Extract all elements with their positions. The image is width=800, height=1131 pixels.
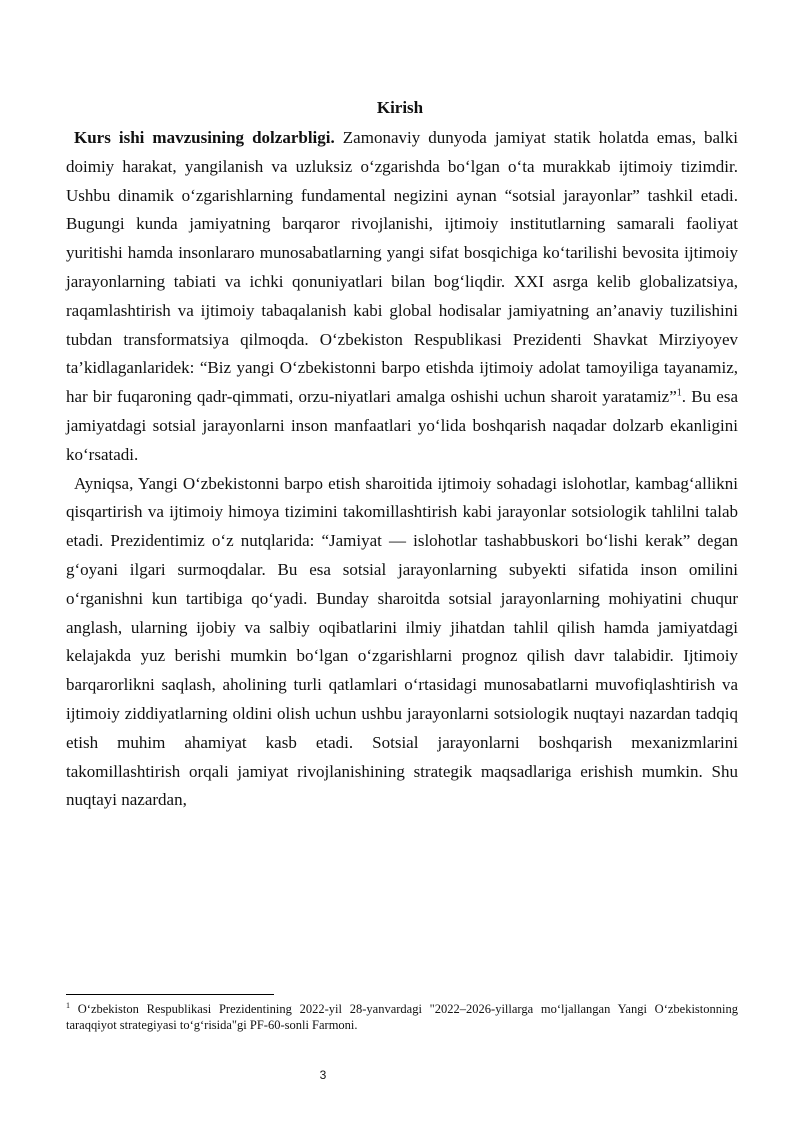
footnote-marker: 1 — [66, 1000, 70, 1010]
section-heading: Kirish — [376, 98, 424, 117]
paragraph-text-continued: . Bu esa jamiyatdagi sotsial jarayonlarni inson manfaatlari yo‘lida boshqarish naqadar dolzarb ekanligini ko‘rsatadi. — [66, 387, 739, 464]
page-number: 3 — [319, 1068, 327, 1082]
footnote-reference: 1 — [676, 387, 682, 399]
footnote-separator — [66, 994, 274, 995]
paragraph-lead: Kurs ishi mavzusining dolzarbligi. — [74, 128, 335, 147]
paragraph-1 — [66, 124, 738, 470]
body-text — [66, 124, 738, 815]
paragraph-2: Ayniqsa, Yangi O‘zbekistonni barpo etish sharoitida ijtimoiy sohadagi islohotlar, kambag‘allikni qisqartirish va ijtimoiy himoya tizimini takomillashtirish kabi jarayonlar sotsiologik tahlilni talab etadi. Prezidentimiz o‘z nutqlarida: “Jamiyat — islohotlar tashabbuskori bo‘lishi kerak” degan g‘oyani ilgari surmoqdalar. Bu esa sotsial jarayonlarning subyekti sifatida inson omilini o‘rganishni kun tartibiga qo‘yadi. Bunday sharoitda sotsial jarayonlarning mohiyatini chuqur anglash, ularning ijobiy va salbiy oqibatlarini ilmiy jihatdan tahlil qilish hamda jamiyatdagi kelajakda yuz berishi mumkin bo‘lgan o‘zgarishlarni prognoz qilish davr talabidir. Ijtimoiy barqarorlikni saqlash, aholining turli qatlamlari o‘rtasidagi munosabatlarni muvofiqlashtirish va ijtimoiy ziddiyatlarning oldini olish uchun ushbu jarayonlarni sotsiologik nuqtayi nazardan tadqiq etish muhim ahamiyat kasb etadi. Sotsial jarayonlarni boshqarish mexanizmlarini takomillashtirish orqali jamiyat rivojlanishining strategik maqsadlariga erishish mumkin. Shu nuqtayi nazardan, — [66, 473, 738, 810]
paragraph-text: Zamonaviy dunyoda jamiyat statik holatda emas, balki doimiy harakat, yangilanish va uzluksiz o‘zgarishda bo‘lgan o‘ta murakkab ijtimoiy tizimdir. Ushbu dinamik o‘zgarishlarning fundamental negizini aynan “sotsial jarayonlar” tashkil etadi. Bugungi kunda jamiyatning barqaror rivojlanishi, ijtimoiy institutlarning samarali faoliyat yuritishi hamda insonlararo munosabatlarning yangi sifat bosqichiga ko‘tarilishi bevosita ijtimoiy jarayonlarning tabiati va ichki qonuniyatlari bilan bog‘liqdir. XXI asrga kelib globalizatsiya, raqamlashtirish va ijtimoiy tabaqalanish kabi global hodisalar jamiyatning an’anaviy tuzilishini tubdan transformatsiya qilmoqda. O‘zbekiston Respublikasi Prezidenti Shavkat Mirziyoyev ta’kidlaganlaridek: “Biz yangi O‘zbekistonni barpo etishda ijtimoiy adolat tamoyiliga tayanamiz, har bir fuqaroning qadr-qimmati, orzu-niyatlari amalga oshishi uchun sharoit yaratamiz” — [66, 128, 738, 407]
footnote-text: O‘zbekiston Respublikasi Prezidentining 2022-yil 28-yanvardagi "2022–2026-yillarga mo‘ljallangan Yangi O‘zbekistonning taraqqiyot strategiyasi to‘g‘risida"gi PF-60-sonli Farmoni. — [66, 1002, 738, 1032]
footnote — [66, 1001, 738, 1033]
